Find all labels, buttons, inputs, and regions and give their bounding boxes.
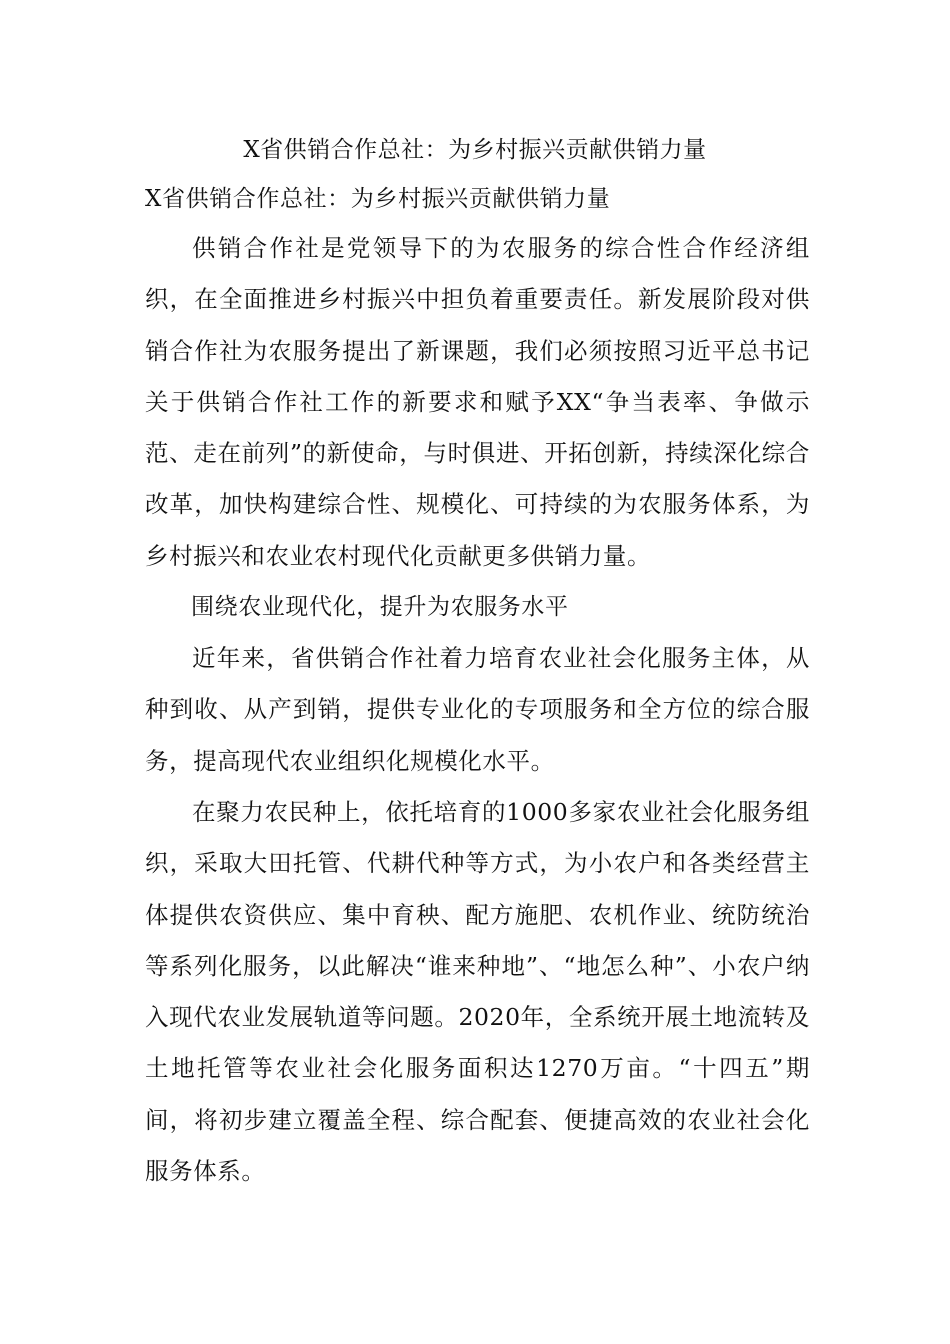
body-paragraph: 近年来，省供销合作社着力培育农业社会化服务主体，从种到收、从产到销，提供专业化的专项服务和全方位的综合服务，提高现代农业组织化规模化水平。: [145, 644, 810, 775]
document-body: [145, 180, 810, 1197]
document-title: X省供销合作总社：为乡村振兴贡献供销力量: [243, 137, 707, 163]
section-heading: 围绕农业现代化，提升为农服务水平: [191, 594, 569, 621]
body-paragraph: 在聚力农民种上，依托培育的1000多家农业社会化服务组织，采取大田托管、代耕代种等方式，为小农户和各类经营主体提供农资供应、集中育秧、配方施肥、农机作业、统防统治等系列化服务，以此解决“谁来种地”、“地怎么种”、小农户纳入现代农业发展轨道等问题。2020年，全系统开展土地流转及土地托管等农业社会化服务面积达1270万亩。“十四五”期间，将初步建立覆盖全程、综合配套、便捷高效的农业社会化服务体系。: [145, 797, 810, 1186]
intro-paragraph: 供销合作社是党领导下的为农服务的综合性合作经济组织，在全面推进乡村振兴中担负着重要责任。新发展阶段对供销合作社为农服务提出了新课题，我们必须按照习近平总书记关于供销合作社工作的新要求和赋予XX“争当表率、争做示范、走在前列”的新使命，与时俱进、开拓创新，持续深化综合改革，加快构建综合性、规模化、可持续的为农服务体系，为乡村振兴和农业农村现代化贡献更多供销力量。: [145, 234, 810, 570]
document-subtitle: X省供销合作总社：为乡村振兴贡献供销力量: [145, 186, 611, 212]
